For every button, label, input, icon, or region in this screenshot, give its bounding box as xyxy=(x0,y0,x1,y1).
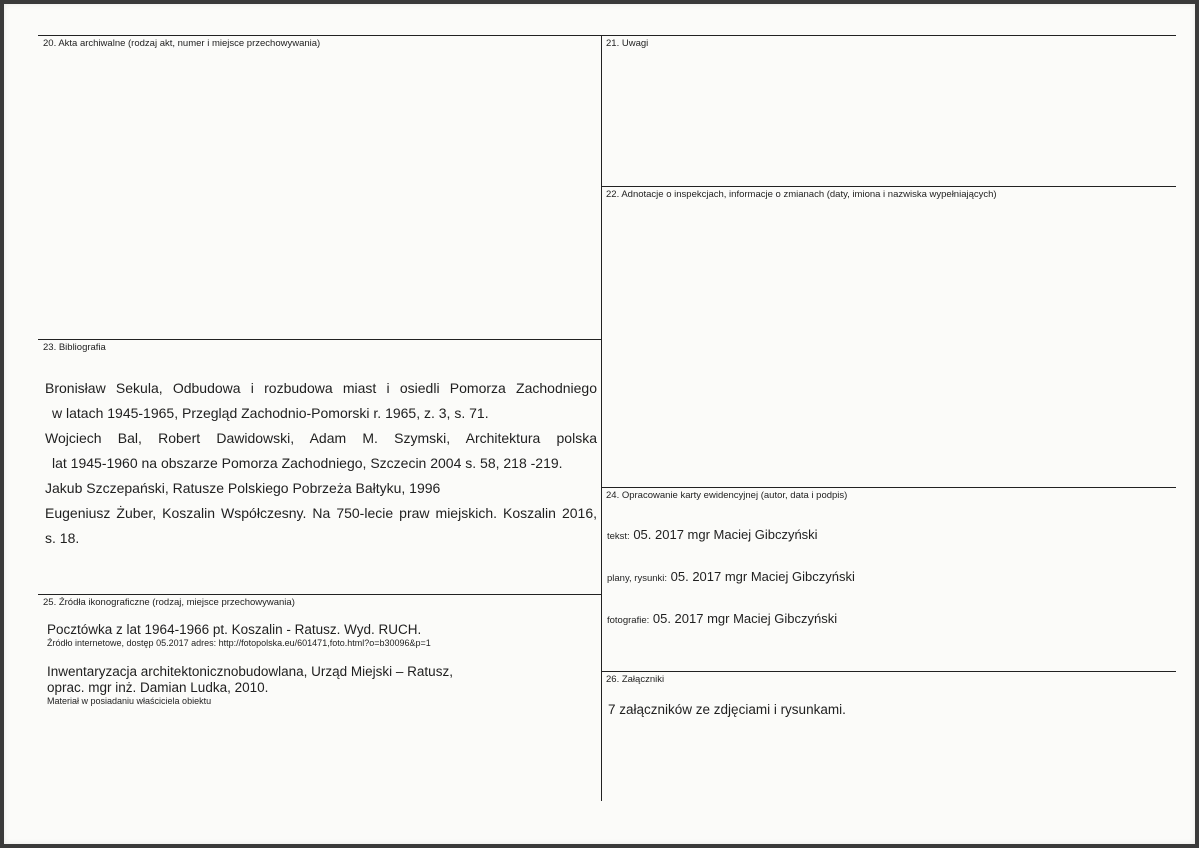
karta-value: 05. 2017 mgr Maciej Gibczyński xyxy=(670,569,855,584)
bibliography-line: Bronisław Sekula, Odbudowa i rozbudowa miast i osiedli Pomorza Zachodniego xyxy=(45,380,597,396)
source-item xyxy=(47,622,587,649)
bibliography-entry xyxy=(45,426,597,476)
karta-value: 05. 2017 mgr Maciej Gibczyński xyxy=(652,611,838,626)
karta-row-tekst xyxy=(607,527,818,542)
attachments-text: 7 załączników ze zdjęciami i rysunkami. xyxy=(608,702,846,717)
bibliography-line: s. 18. xyxy=(45,530,80,546)
rule-22 xyxy=(601,186,1176,187)
karta-row-fotografie xyxy=(607,611,837,626)
source-title-cont: oprac. mgr inż. Damian Ludka, 2010. xyxy=(47,680,269,695)
karta-value: 05. 2017 mgr Maciej Gibczyński xyxy=(633,527,818,542)
rule-24 xyxy=(601,487,1176,488)
rule-25 xyxy=(38,594,601,595)
section-20-label: 20. Akta archiwalne (rodzaj akt, numer i miejsce przechowywania) xyxy=(43,38,321,49)
bibliography-line: lat 1945-1960 na obszarze Pomorza Zachodniego, Szczecin 2004 s. 58, 218 -219. xyxy=(52,455,563,471)
source-title: Pocztówka z lat 1964-1966 pt. Koszalin - Ratusz. Wyd. RUCH. xyxy=(47,622,422,637)
section-23-label: 23. Bibliografia xyxy=(43,342,106,353)
section-22-label: 22. Adnotacje o inspekcjach, informacje o zmianach (daty, imiona i nazwiska wypełniających) xyxy=(606,189,997,200)
section-21-label: 21. Uwagi xyxy=(606,38,649,49)
source-note: Źródło internetowe, dostęp 05.2017 adres: http://fotopolska.eu/601471,foto.html?o=b30096&p=1 xyxy=(47,638,431,648)
bibliography-entry xyxy=(45,376,597,426)
source-title: Inwentaryzacja architektonicznobudowlana, Urząd Miejski – Ratusz, xyxy=(47,664,453,679)
bibliography-line: Wojciech Bal, Robert Dawidowski, Adam M. Szymski, Architektura polska xyxy=(45,430,597,446)
bibliography-line: w latach 1945-1965, Przegląd Zachodnio-Pomorski r. 1965, z. 3, s. 71. xyxy=(52,405,489,421)
source-note: Materiał w posiadaniu właściciela obiektu xyxy=(47,696,212,706)
bibliography-list xyxy=(45,376,597,551)
karta-prefix: tekst: xyxy=(607,531,630,542)
karta-prefix: plany, rysunki: xyxy=(607,573,668,584)
top-rule xyxy=(38,35,1176,36)
karta-prefix: fotografie: xyxy=(607,615,650,626)
source-item xyxy=(47,664,587,707)
bibliography-line: Jakub Szczepański, Ratusze Polskiego Pobrzeża Bałtyku, 1996 xyxy=(45,480,441,496)
rule-23 xyxy=(38,339,601,340)
bibliography-line: Eugeniusz Żuber, Koszalin Współczesny. Na 750-lecie praw miejskich. Koszalin 2016, xyxy=(45,505,597,521)
section-25-label: 25. Źródła ikonograficzne (rodzaj, miejsce przechowywania) xyxy=(43,597,295,608)
section-26-label: 26. Załączniki xyxy=(606,674,665,685)
section-24-label: 24. Opracowanie karty ewidencyjnej (autor, data i podpis) xyxy=(606,490,848,501)
bibliography-entry xyxy=(45,476,597,501)
bibliography-entry xyxy=(45,501,597,551)
column-divider xyxy=(601,35,602,801)
form-sheet xyxy=(4,4,1195,844)
rule-26 xyxy=(601,671,1176,672)
karta-row-plany xyxy=(607,569,855,584)
